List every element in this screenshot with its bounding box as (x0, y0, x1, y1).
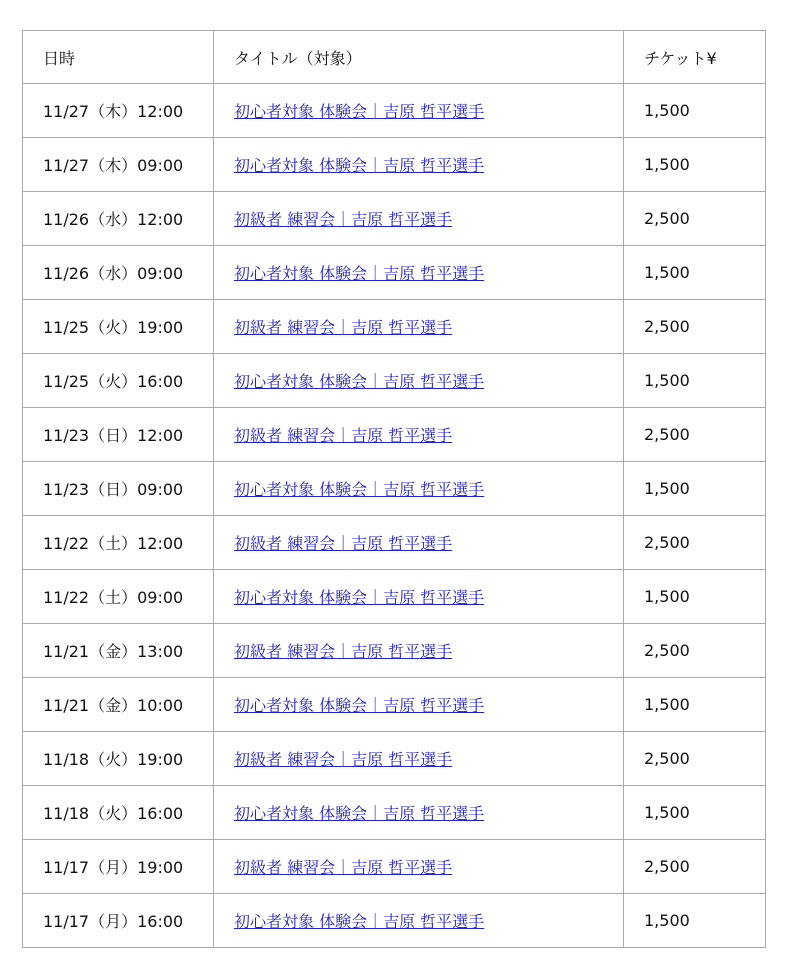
event-link[interactable]: 初心者対象 体験会｜吉原 哲平選手 (234, 372, 485, 391)
event-link[interactable]: 初心者対象 体験会｜吉原 哲平選手 (234, 264, 485, 283)
price-cell: 2,500 (624, 516, 766, 570)
title-cell (214, 246, 624, 300)
event-link[interactable]: 初級者 練習会｜吉原 哲平選手 (234, 318, 453, 337)
table-row (23, 570, 766, 624)
title-cell (214, 786, 624, 840)
datetime-cell: 11/18（火）19:00 (23, 732, 214, 786)
event-link[interactable]: 初級者 練習会｜吉原 哲平選手 (234, 534, 453, 553)
table-row (23, 894, 766, 948)
event-link[interactable]: 初級者 練習会｜吉原 哲平選手 (234, 642, 453, 661)
title-cell (214, 138, 624, 192)
title-cell (214, 300, 624, 354)
price-cell: 2,500 (624, 408, 766, 462)
price-cell: 2,500 (624, 624, 766, 678)
title-cell (214, 894, 624, 948)
table-row (23, 300, 766, 354)
table-row (23, 678, 766, 732)
price-cell: 1,500 (624, 678, 766, 732)
datetime-cell: 11/18（火）16:00 (23, 786, 214, 840)
event-link[interactable]: 初心者対象 体験会｜吉原 哲平選手 (234, 588, 485, 607)
table-row (23, 138, 766, 192)
event-link[interactable]: 初心者対象 体験会｜吉原 哲平選手 (234, 102, 485, 121)
event-link[interactable]: 初心者対象 体験会｜吉原 哲平選手 (234, 696, 485, 715)
title-cell (214, 570, 624, 624)
price-cell: 2,500 (624, 840, 766, 894)
schedule-table (22, 30, 766, 948)
header-datetime: 日時 (23, 31, 214, 84)
table-row (23, 192, 766, 246)
event-link[interactable]: 初心者対象 体験会｜吉原 哲平選手 (234, 156, 485, 175)
price-cell: 2,500 (624, 300, 766, 354)
datetime-cell: 11/27（木）12:00 (23, 84, 214, 138)
title-cell (214, 84, 624, 138)
price-cell: 1,500 (624, 894, 766, 948)
datetime-cell: 11/23（日）12:00 (23, 408, 214, 462)
title-cell (214, 192, 624, 246)
header-price: チケット¥ (624, 31, 766, 84)
title-cell (214, 678, 624, 732)
datetime-cell: 11/26（水）12:00 (23, 192, 214, 246)
price-cell: 1,500 (624, 786, 766, 840)
title-cell (214, 408, 624, 462)
schedule-table-wrap (22, 30, 766, 948)
event-link[interactable]: 初級者 練習会｜吉原 哲平選手 (234, 426, 453, 445)
table-row (23, 516, 766, 570)
schedule-table-body (23, 84, 766, 948)
header-title: タイトル（対象） (214, 31, 624, 84)
title-cell (214, 354, 624, 408)
event-link[interactable]: 初級者 練習会｜吉原 哲平選手 (234, 750, 453, 769)
datetime-cell: 11/21（金）10:00 (23, 678, 214, 732)
event-link[interactable]: 初級者 練習会｜吉原 哲平選手 (234, 858, 453, 877)
table-row (23, 462, 766, 516)
price-cell: 1,500 (624, 570, 766, 624)
datetime-cell: 11/17（月）19:00 (23, 840, 214, 894)
datetime-cell: 11/25（火）16:00 (23, 354, 214, 408)
price-cell: 1,500 (624, 354, 766, 408)
table-row (23, 840, 766, 894)
datetime-cell: 11/22（土）12:00 (23, 516, 214, 570)
title-cell (214, 732, 624, 786)
table-row (23, 354, 766, 408)
event-link[interactable]: 初心者対象 体験会｜吉原 哲平選手 (234, 804, 485, 823)
table-row (23, 732, 766, 786)
table-row (23, 408, 766, 462)
event-link[interactable]: 初心者対象 体験会｜吉原 哲平選手 (234, 912, 485, 931)
datetime-cell: 11/23（日）09:00 (23, 462, 214, 516)
title-cell (214, 462, 624, 516)
datetime-cell: 11/17（月）16:00 (23, 894, 214, 948)
price-cell: 1,500 (624, 462, 766, 516)
price-cell: 1,500 (624, 246, 766, 300)
datetime-cell: 11/26（水）09:00 (23, 246, 214, 300)
datetime-cell: 11/27（木）09:00 (23, 138, 214, 192)
price-cell: 2,500 (624, 192, 766, 246)
datetime-cell: 11/22（土）09:00 (23, 570, 214, 624)
table-row (23, 84, 766, 138)
title-cell (214, 516, 624, 570)
datetime-cell: 11/21（金）13:00 (23, 624, 214, 678)
price-cell: 1,500 (624, 138, 766, 192)
header-row (23, 31, 766, 84)
price-cell: 1,500 (624, 84, 766, 138)
event-link[interactable]: 初級者 練習会｜吉原 哲平選手 (234, 210, 453, 229)
price-cell: 2,500 (624, 732, 766, 786)
title-cell (214, 840, 624, 894)
title-cell (214, 624, 624, 678)
table-row (23, 624, 766, 678)
table-row (23, 246, 766, 300)
event-link[interactable]: 初心者対象 体験会｜吉原 哲平選手 (234, 480, 485, 499)
datetime-cell: 11/25（火）19:00 (23, 300, 214, 354)
table-row (23, 786, 766, 840)
